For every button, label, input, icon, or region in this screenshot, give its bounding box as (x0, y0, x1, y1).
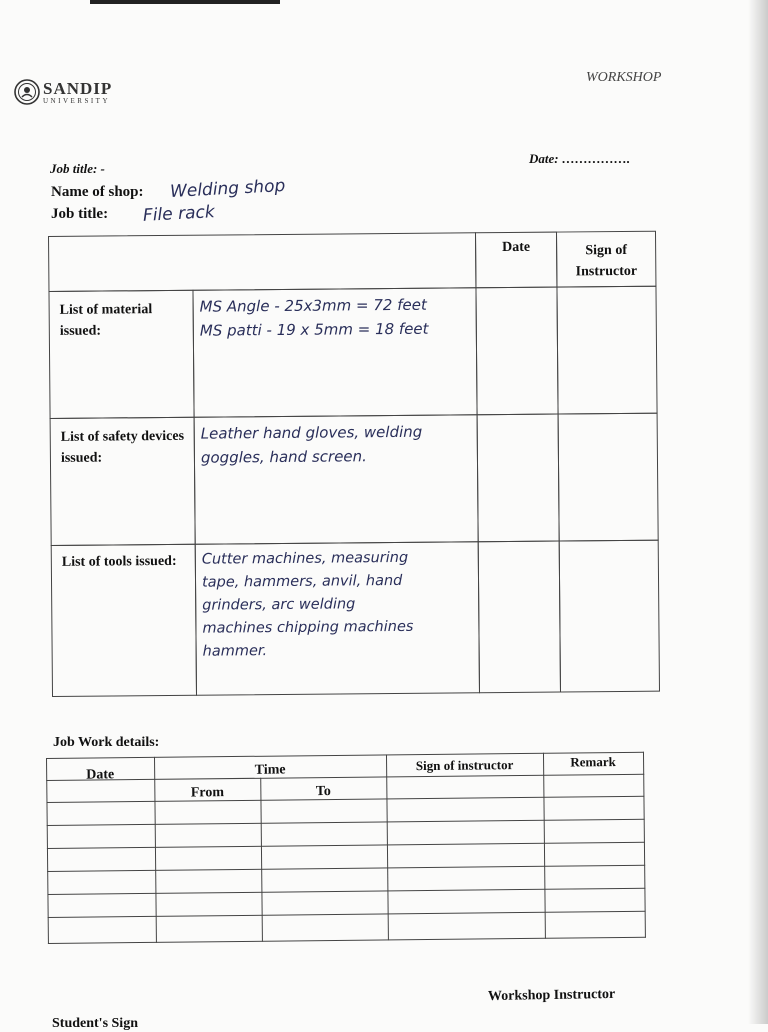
material-value-cell (192, 287, 477, 417)
table-rule (47, 819, 645, 826)
jw-col-remark: Remark (570, 754, 616, 770)
tools-value-cell (195, 541, 480, 695)
section-title: WORKSHOP (586, 70, 662, 85)
material-line: MS patti - 19 x 5mm = 18 feet (199, 319, 429, 340)
tools-label-cell (51, 544, 197, 697)
tools-list (202, 546, 475, 663)
table-rule (260, 778, 263, 942)
table-rule (46, 758, 49, 944)
table-rule (47, 888, 645, 895)
tools-line: grinders, arc welding (202, 596, 356, 614)
col-date-header: Date (502, 239, 531, 256)
university-seal-icon (14, 79, 40, 105)
workshop-instructor-label: Workshop Instructor (487, 986, 616, 1005)
safety-line: goggles, hand screen. (200, 447, 367, 467)
header-sign-cell (556, 231, 656, 288)
material-label: List of material issued: (59, 302, 153, 339)
shop-name-value: Welding shop (169, 175, 286, 203)
job-title-label-top: Job title: - (50, 161, 105, 176)
logo-name: SANDIP (43, 78, 113, 98)
material-sign-cell (556, 286, 657, 415)
university-logo (14, 79, 112, 105)
job-work-title: Job Work details: (53, 735, 160, 750)
header-blank-cell (48, 232, 476, 292)
jw-col-to: To (315, 784, 331, 800)
material-line: MS Angle - 25x3mm = 72 feet (199, 295, 427, 316)
job-work-table (46, 752, 646, 944)
col-sign-header: Sign of Instructor (575, 242, 638, 280)
table-rule (47, 842, 645, 849)
tools-line: Cutter machines, measuring (201, 549, 409, 568)
material-list (200, 292, 472, 342)
tools-label: List of tools issued: (61, 553, 177, 570)
job-title-label: Job title: (51, 206, 109, 222)
safety-label: List of safety devices issued: (60, 428, 185, 466)
shop-name-label: Name of shop: (51, 184, 144, 200)
tools-line: tape, hammers, anvil, hand (201, 572, 403, 591)
tools-date-cell (478, 541, 561, 694)
job-title-value: File rack (142, 202, 216, 226)
safety-list (201, 419, 473, 469)
header-date-cell (475, 232, 557, 289)
jw-col-date: Date (86, 767, 115, 783)
page-shadow (748, 0, 768, 1024)
scan-edge-shadow (90, 0, 280, 4)
jw-col-time: Time (254, 762, 286, 778)
safety-date-cell (477, 414, 560, 543)
safety-value-cell (194, 414, 479, 544)
student-sign-label: Student's Sign (52, 1016, 138, 1031)
tools-sign-cell (559, 540, 660, 693)
issue-table (48, 231, 660, 697)
safety-sign-cell (558, 413, 659, 542)
material-date-cell (475, 287, 558, 416)
tools-line: machines chipping machines (202, 618, 414, 637)
tools-line: hammer. (202, 643, 268, 660)
table-rule (48, 937, 646, 944)
logo-subtitle: UNIVERSITY (43, 96, 110, 105)
safety-line: Leather hand gloves, welding (200, 422, 423, 443)
jw-col-sign: Sign of instructor (415, 757, 514, 774)
table-rule (48, 911, 646, 918)
material-label-cell (48, 290, 194, 419)
safety-label-cell (50, 417, 196, 546)
table-rule (47, 865, 645, 872)
jw-col-from: From (190, 785, 225, 801)
date-field: Date: ……………. (529, 151, 631, 166)
